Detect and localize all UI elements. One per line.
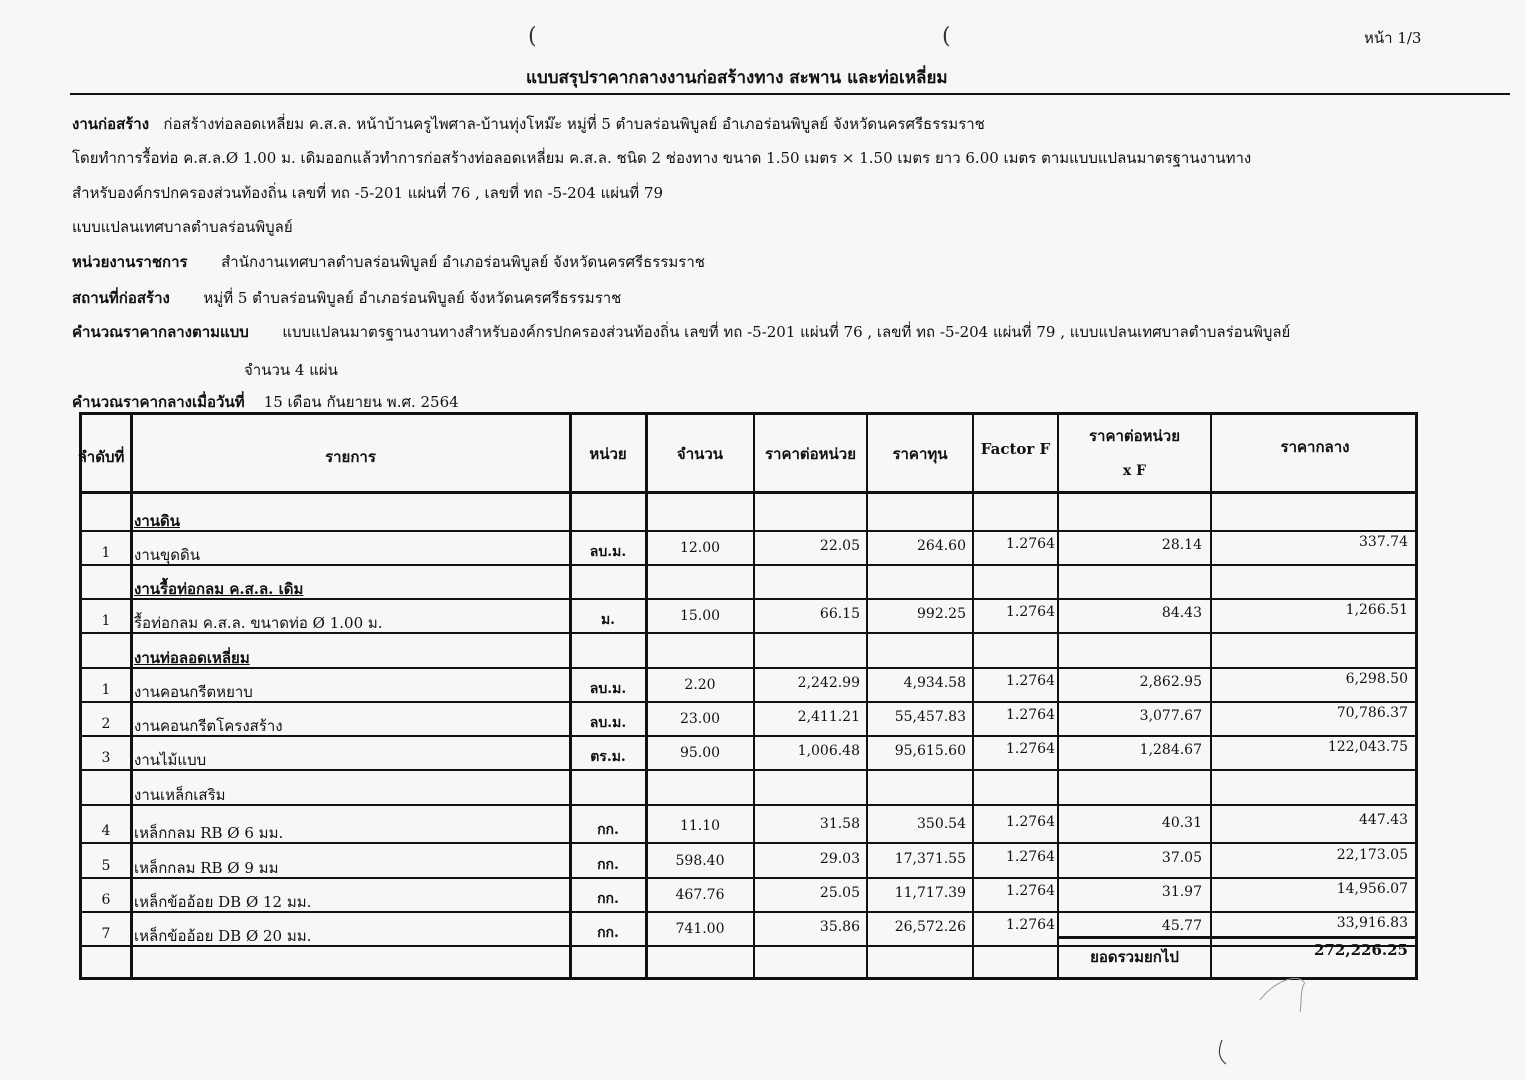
row-unit-price: 25.05 xyxy=(819,885,860,901)
project-description-line4: แบบแปลนเทศบาลตำบลร่อนพิบูลย์ xyxy=(72,218,293,236)
row-no: 6 xyxy=(101,892,111,908)
project-line xyxy=(72,112,985,136)
row-unit-price-f: 40.31 xyxy=(1161,815,1202,831)
row-cost: 11,717.39 xyxy=(894,885,966,901)
total-label: ยอดรวมยกไป xyxy=(1090,948,1179,966)
row-qty: 23.00 xyxy=(679,711,721,727)
row-unit-price: 35.86 xyxy=(819,919,860,935)
row-unit: กก. xyxy=(597,925,619,941)
row-qty: 598.40 xyxy=(675,853,725,869)
calc-basis-label: คำนวณราคากลางตามแบบ xyxy=(72,323,249,341)
paren-mark-left: ( xyxy=(528,24,537,49)
header-unit-price-f-suffix: x F xyxy=(1122,463,1147,479)
row-item: เหล็กกลม RB Ø 6 มม. xyxy=(134,824,284,842)
calc-date-value: 15 เดือน กันยายน พ.ศ. 2564 xyxy=(263,393,459,411)
row-unit: ม. xyxy=(600,612,616,628)
price-table xyxy=(79,412,1418,980)
project-description-line3: สำหรับองค์กรปกครองส่วนท้องถิ่น เลขที่ ทถ -5-201 แผ่นที่ 76 , เลขที่ ทถ -5-204 แผ่นที่ 79 xyxy=(72,184,664,202)
row-median-price: 6,298.50 xyxy=(1345,671,1408,687)
row-unit: ตร.ม. xyxy=(590,749,626,765)
row-qty: 12.00 xyxy=(679,540,721,556)
row-qty: 2.20 xyxy=(684,677,716,693)
row-qty: 11.10 xyxy=(679,818,721,834)
project-description-line2: โดยทำการรื้อท่อ ค.ส.ล.Ø 1.00 ม. เดิมออกแล้วทำการก่อสร้างท่อลอดเหลี่ยม ค.ส.ล. ชนิด 2 ช่องทาง ขนาด 1.50 เมตร × 1.50 เมตร ยาว 6.00 เมตร ตามแบบแปลนมาตรฐานงานทาง xyxy=(72,149,1252,167)
row-factor: 1.2764 xyxy=(1006,883,1055,899)
header-no: ลำดับที่ xyxy=(77,448,125,466)
row-cost: 350.54 xyxy=(917,816,966,832)
header-divider xyxy=(82,491,1415,494)
row-item: งานขุดดิน xyxy=(134,546,200,564)
row-unit-price: 2,411.21 xyxy=(797,709,860,725)
row-cost: 4,934.58 xyxy=(903,675,966,691)
agency-value: สำนักงานเทศบาลตำบลร่อนพิบูลย์ อำเภอร่อนพิบูลย์ จังหวัดนครศรีธรรมราช xyxy=(221,253,705,271)
row-median-price: 70,786.37 xyxy=(1336,705,1408,721)
row-unit-price-f: 45.77 xyxy=(1161,918,1202,934)
row-unit: กก. xyxy=(597,857,619,873)
row-no: 3 xyxy=(101,750,111,766)
header-item: รายการ xyxy=(325,448,376,466)
row-item: รื้อท่อกลม ค.ส.ล. ขนาดท่อ Ø 1.00 ม. xyxy=(134,614,383,632)
row-unit-price-f: 2,862.95 xyxy=(1139,674,1202,690)
agency-line xyxy=(72,250,705,274)
row-unit: กก. xyxy=(597,822,619,838)
row-no: 1 xyxy=(101,613,111,629)
row-median-price: 1,266.51 xyxy=(1345,602,1408,618)
row-unit-price-f: 1,284.67 xyxy=(1139,742,1202,758)
title-divider xyxy=(70,93,1510,95)
paren-mark-right: ( xyxy=(942,24,951,49)
total-value: 272,226.25 xyxy=(1314,941,1408,959)
row-factor: 1.2764 xyxy=(1006,741,1055,757)
row-unit: ลบ.ม. xyxy=(589,544,627,560)
project-label: งานก่อสร้าง xyxy=(72,115,150,133)
row-cost: 26,572.26 xyxy=(894,919,966,935)
row-no: 5 xyxy=(101,858,111,874)
header-unit: หน่วย xyxy=(589,445,627,463)
row-unit-price-f: 37.05 xyxy=(1161,850,1202,866)
row-unit-price: 66.15 xyxy=(819,606,860,622)
col-divider xyxy=(130,415,133,977)
row-no: 4 xyxy=(101,823,111,839)
total-row-divider xyxy=(1059,936,1415,939)
row-factor: 1.2764 xyxy=(1006,707,1055,723)
row-unit-price: 22.05 xyxy=(819,538,860,554)
calc-basis-value: แบบแปลนมาตรฐานงานทางสำหรับองค์กรปกครองส่วนท้องถิ่น เลขที่ ทถ -5-201 แผ่นที่ 76 , เลขที่ ทถ -5-204 แผ่นที่ 79 , แบบแปลนเทศบาลตำบลร่อนพิบูลย์ xyxy=(282,323,1291,341)
calc-date-line xyxy=(72,390,459,414)
header-qty: จำนวน xyxy=(676,445,724,463)
section-label: งานรื้อท่อกลม ค.ส.ล. เดิม xyxy=(134,580,304,598)
project-value: ก่อสร้างท่อลอดเหลี่ยม ค.ส.ล. หน้าบ้านครูไพศาล-บ้านทุ่งโหม๊ะ หมู่ที่ 5 ตำบลร่อนพิบูลย์ อำเภอร่อนพิบูลย์ จังหวัดนครศรีธรรมราช xyxy=(163,115,985,133)
document-title: แบบสรุปราคากลางงานก่อสร้างทาง สะพาน และท่อเหลี่ยม xyxy=(526,68,948,88)
site-line xyxy=(72,286,621,310)
row-unit-price-f: 31.97 xyxy=(1161,884,1202,900)
section-label: งานท่อลอดเหลี่ยม xyxy=(134,649,250,667)
row-cost: 17,371.55 xyxy=(894,851,966,867)
row-item: งานคอนกรีตโครงสร้าง xyxy=(134,717,283,735)
row-qty: 15.00 xyxy=(679,608,721,624)
row-unit-price: 31.58 xyxy=(819,816,860,832)
row-median-price: 14,956.07 xyxy=(1336,881,1408,897)
row-unit: กก. xyxy=(597,891,619,907)
row-median-price: 337.74 xyxy=(1359,534,1408,550)
row-median-price: 22,173.05 xyxy=(1336,847,1408,863)
row-item: เหล็กข้ออ้อย DB Ø 12 มม. xyxy=(134,893,312,911)
row-cost: 55,457.83 xyxy=(894,709,966,725)
row-cost: 264.60 xyxy=(917,538,966,554)
row-qty: 741.00 xyxy=(675,921,725,937)
row-median-price: 122,043.75 xyxy=(1327,739,1408,755)
calc-date-label: คำนวณราคากลางเมื่อวันที่ xyxy=(72,393,245,411)
row-qty: 467.76 xyxy=(675,887,725,903)
row-item: เหล็กกลม RB Ø 9 มม xyxy=(134,859,279,877)
row-unit-price-f: 3,077.67 xyxy=(1139,708,1202,724)
header-unit-price: ราคาต่อหน่วย xyxy=(764,445,857,463)
row-factor: 1.2764 xyxy=(1006,849,1055,865)
header-unit-price-f: ราคาต่อหน่วย xyxy=(1088,427,1181,445)
calc-basis-line xyxy=(72,320,1290,344)
row-no: 1 xyxy=(101,682,111,698)
row-item: งานไม้แบบ xyxy=(134,751,207,769)
row-no: 7 xyxy=(101,926,111,942)
row-factor: 1.2764 xyxy=(1006,814,1055,830)
header-median-price: ราคากลาง xyxy=(1280,438,1350,456)
row-unit-price: 1,006.48 xyxy=(797,743,860,759)
header-factor: Factor F xyxy=(980,440,1051,458)
site-value: หมู่ที่ 5 ตำบลร่อนพิบูลย์ อำเภอร่อนพิบูลย์ จังหวัดนครศรีธรรมราช xyxy=(203,289,622,307)
row-qty: 95.00 xyxy=(679,745,721,761)
row-no: 1 xyxy=(101,545,111,561)
row-unit-price-f: 28.14 xyxy=(1161,537,1202,553)
row-item: เหล็กข้ออ้อย DB Ø 20 มม. xyxy=(134,927,312,945)
page-number: หน้า 1/3 xyxy=(1364,29,1422,47)
agency-label: หน่วยงานราชการ xyxy=(72,253,188,271)
section-label: งานเหล็กเสริม xyxy=(134,786,226,804)
row-cost: 992.25 xyxy=(917,606,966,622)
row-no: 2 xyxy=(101,716,111,732)
row-cost: 95,615.60 xyxy=(894,743,966,759)
row-factor: 1.2764 xyxy=(1006,673,1055,689)
row-factor: 1.2764 xyxy=(1006,536,1055,552)
row-factor: 1.2764 xyxy=(1006,604,1055,620)
pen-mark xyxy=(1200,960,1320,1080)
row-unit: ลบ.ม. xyxy=(589,681,627,697)
row-unit-price: 2,242.99 xyxy=(797,675,860,691)
section-label: งานดิน xyxy=(134,512,180,530)
row-unit-price: 29.03 xyxy=(819,851,860,867)
row-item: งานคอนกรีตหยาบ xyxy=(134,683,253,701)
row-median-price: 33,916.83 xyxy=(1336,915,1408,931)
sheet-count: จำนวน 4 แผ่น xyxy=(244,361,338,379)
site-label: สถานที่ก่อสร้าง xyxy=(72,289,170,307)
header-cost: ราคาทุน xyxy=(892,445,948,463)
row-factor: 1.2764 xyxy=(1006,917,1055,933)
row-unit: ลบ.ม. xyxy=(589,715,627,731)
row-unit-price-f: 84.43 xyxy=(1161,605,1202,621)
row-median-price: 447.43 xyxy=(1359,812,1408,828)
